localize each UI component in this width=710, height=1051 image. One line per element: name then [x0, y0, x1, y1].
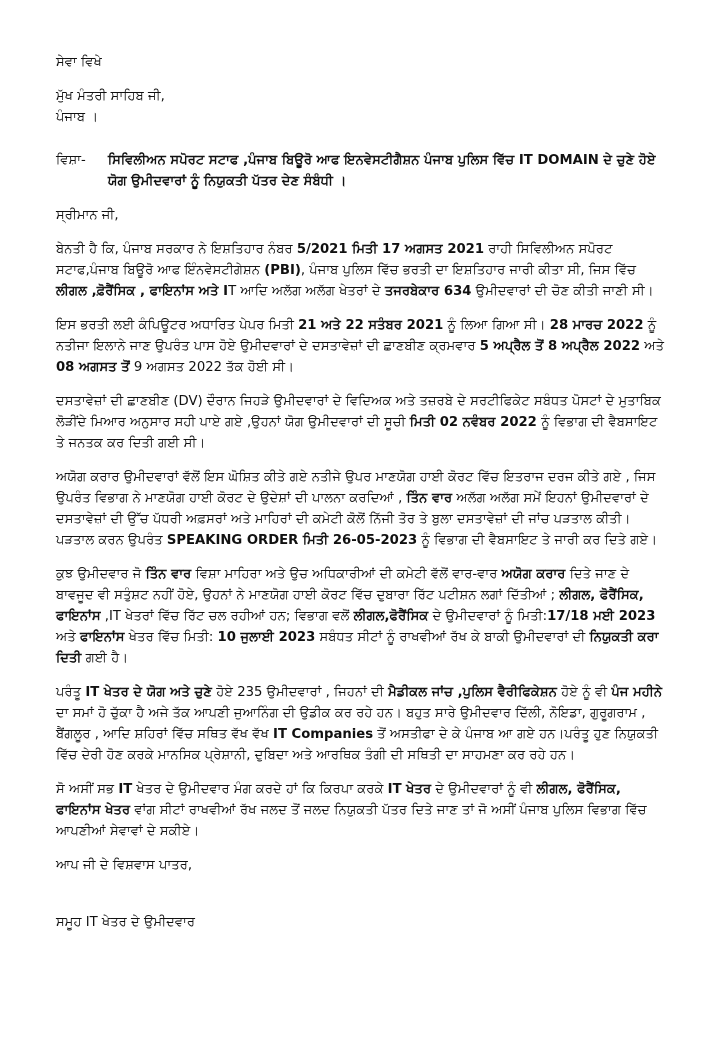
text-run: ਅਯੋਗ ਕਰਾਰ ਉਮੀਦਵਾਰਾਂ ਵੱਲੋਂ ਇਸ ਘੋਸ਼ਿਤ ਕੀਤੇ ਗਏ ਨਤੀਜੇ ਉਪਰ ਮਾਣਯੋਗ ਹਾਈ ਕੋਰਟ ਵਿੱਚ ਇਤਰਾਜ ਦਰਜ ਕੀਤੇ ਗਏ , ਜਿਸ ਉਪਰੰਤ ਵਿਭਾਗ ਨੇ ਮਾਣਯੋਗ ਹਾਈ ਕੋਰਟ ਦੇ ਉਦੇਸ਼ਾਂ ਦੀ ਪਾਲਨਾ ਕਰਦਿਆਂ , [56, 470, 656, 506]
text-run: ਵਾਂਗ ਸੀਟਾਂ ਰਾਖਵੀਆਂ ਰੱਖ ਜਲਦ ਤੋਂ ਜਲਦ ਨਿਯੁਕਤੀ ਪੱਤਰ ਦਿਤੇ ਜਾਣ ਤਾਂ ਜੋ ਅਸੀਂ ਪੰਜਾਬ ਪੁਲਿਸ ਵਿਭਾਗ ਵਿੱਚ ਆਪਣੀਆਂ ਸੇਵਾਵਾਂ ਦੇ ਸਕੀਏ। [56, 803, 647, 839]
bold-text-run: SPEAKING ORDER ਮਿਤੀ 26-05-2023 [166, 533, 418, 548]
text-run: ਗਈ ਹੈ। [81, 651, 129, 666]
text-run: ਖੇਤਰ ਵਿੱਚ ਮਿਤੀ: [124, 630, 218, 645]
bold-text-run: IT ਖੇਤਰ [387, 782, 432, 797]
text-run: ਅਲੱਗ ਅਲੱਗ ਸਮੇਂ ਇਹਨਾਂ ਉਮੀਦਵਾਰਾਂ ਦੇ ਦਸਤਾਵੇਜ਼ਾਂ ਦੀ ਉੱਚ ਪੱਧਰੀ ਅਫ਼ਸਰਾਂ ਅਤੇ ਮਾਹਿਰਾਂ ਦੀ ਕਮੇਟੀ ਕੋਲੋਂ ਨਿੱਜੀ ਤੋਰ ਤੇ ਬੁਲਾ ਦਸਤਾਵੇਜ਼ਾਂ ਦੀ ਜਾਂਚ ਪੜਤਾਲ ਕੀਤੀ। ਪੜਤਾਲ ਕਰਨ ਉਪਰੰਤ [56, 491, 649, 548]
body-paragraph [56, 467, 670, 551]
closing-line: ਆਪ ਜੀ ਦੇ ਵਿਸ਼ਵਾਸ ਪਾਤਰ, [56, 858, 193, 873]
text-run: , ਪੰਜਾਬ ਪੁਲਿਸ ਵਿੱਚ ਭਰਤੀ ਦਾ ਇਸ਼ਤਿਹਾਰ ਜਾਰੀ ਕੀਤਾ ਸੀ, ਜਿਸ ਵਿੱਚ [300, 263, 636, 278]
bold-text-run: 5 ਅਪ੍ਰੈਲ ਤੋਂ 8 ਅਪ੍ਰੈਲ 2022 [479, 339, 641, 354]
bold-text-run: ਅਯੋਗ ਕਰਾਰ [501, 567, 566, 582]
text-run: ਹੋਏ ਨੂੰ ਵੀ [556, 685, 612, 700]
bold-text-run: ਨਿਯੁਕਤੀ ਕਰਾ ਦਿਤੀ [56, 630, 659, 666]
body-paragraph [56, 239, 670, 302]
bold-text-run: ਤਜਰਬੇਕਾਰ 634 [384, 284, 472, 299]
bold-text-run: 17/18 ਮਈ 2023 [547, 609, 656, 624]
text-run: 9 ਅਗਸਤ 2022 ਤੱਕ ਹੋਈ ਸੀ। [129, 360, 294, 375]
text-run: ਕੁਝ ਉਮੀਦਵਾਰ ਜੋ [56, 567, 146, 582]
text-run: ਨੂੰ ਲਿਆ ਗਿਆ ਸੀ। [443, 318, 550, 333]
text-run: ਦੇ ਉਮੀਦਵਾਰਾਂ ਨੂੰ ਵੀ [431, 782, 537, 797]
text-run: ਤੋਂ ਅਸਤੀਫਾ ਦੇ ਕੇ ਪੰਜਾਬ ਆ ਗਏ ਹਨ।ਪਰੰਤੂ ਹੁਣ ਨਿਯੁਕਤੀ ਵਿੱਚ ਦੇਰੀ ਹੋਣ ਕਰਕੇ ਮਾਨਸਿਕ ਪ੍ਰੇਸ਼ਾਨੀ, ਦੁਬਿਦਾ ਅਤੇ ਆਰਥਿਕ ਤੰਗੀ ਦੀ ਸਥਿਤੀ ਦਾ ਸਾਹਮਣਾ ਕਰ ਰਹੇ ਹਨ। [56, 727, 659, 763]
body-paragraph [56, 779, 670, 842]
bold-text-run: IT ਖੇਤਰ ਦੇ ਯੋਗ ਅਤੇ ਚੁਣੇ [85, 685, 213, 700]
text-run: ਨੂੰ ਨਤੀਜਾ ਇਲਾਨੇ ਜਾਣ ਉਪਰੰਤ ਪਾਸ ਹੋਏ ਉਮੀਦਵਾਰਾਂ ਦੇ ਦਸਤਾਵੇਜ਼ਾਂ ਦੀ ਛਾਣਬੀਣ ਕ੍ਰਮਵਾਰ [56, 318, 657, 354]
subject-line [56, 150, 670, 192]
text-run: ਖੇਤਰ ਦੇ ਉਮੀਦਵਾਰ ਮੰਗ ਕਰਦੇ ਹਾਂ ਕਿ ਕਿਰਪਾ ਕਰਕੇ [132, 782, 388, 797]
text-run: ਨੂੰ ਵਿਭਾਗ ਦੀ ਵੈਬਸਾਇਟ ਤੇ ਜਾਰੀ ਕਰ ਦਿਤੇ ਗਏ। [417, 533, 658, 548]
bold-text-run: 5/2021 ਮਿਤੀ 17 ਅਗਸਤ 2021 [296, 242, 485, 257]
bold-text-run: IT Companies [273, 727, 374, 742]
text-run: ਸਬੰਧਤ ਸੀਟਾਂ ਨੂੰ ਰਾਖਵੀਆਂ ਰੱਖ ਕੇ ਬਾਕੀ ਉਮੀਦਵਾਰਾਂ ਦੀ [315, 630, 590, 645]
text-run: ਦੇ ਉਮੀਦਵਾਰਾਂ ਨੂੰ ਮਿਤੀ: [428, 609, 548, 624]
body-paragraph [56, 391, 670, 454]
text-run: ਬੇਨਤੀ ਹੈ ਕਿ, ਪੰਜਾਬ ਸਰਕਾਰ ਨੇ ਇਸ਼ਤਿਹਾਰ ਨੰਬਰ [56, 242, 297, 257]
text-run: ਦਿਤੇ ਜਾਣ ਦੇ ਬਾਵਜੂਦ ਵੀ ਸਤੁੰਸ਼ਟ ਨਹੀਂ ਹੋਏ, ਉਹਨਾਂ ਨੇ ਮਾਣਯੋਗ ਹਾਈ ਕੋਰਟ ਵਿੱਚ ਦੁਬਾਰਾ ਰਿੱਟ ਪਟੀਸ਼ਨ ਲਗਾਂ ਦਿੱਤੀਆਂ ; [56, 567, 630, 603]
bold-text-run: ਲੀਗਲ, ਫੋਰੈਂਸਿਕ, ਫਾਇਨਾਂਸ [56, 588, 644, 624]
text-run: ਅਤੇ [56, 630, 80, 645]
text-run: ਰਾਹੀ ਸਿਵਿਲੀਅਨ ਸਪੋਰਟ ਸਟਾਫ,ਪੰਜਾਬ ਬਿਊਰੋ ਆਫ ਇੰਨਵੇਸਟੀਗੇਸ਼ਨ [56, 242, 613, 278]
address-line-3: ਪੰਜਾਬ । [56, 110, 99, 125]
letter-body [56, 239, 670, 855]
subject-label: ਵਿਸ਼ਾ- [56, 153, 86, 168]
body-paragraph [56, 315, 670, 378]
bold-text-run: (PBI) [264, 263, 301, 278]
bold-text-run: ਤਿੰਨ ਵਾਰ [406, 491, 453, 506]
bold-text-run: ਲੀਗਲ, ਫੋਰੈਂਸਿਕ, ਫਾਇਨਾਂਸ ਖੇਤਰ [56, 782, 621, 818]
text-run: ਅਤੇ [640, 339, 665, 354]
bold-text-run: ਫਾਇਨਾਂਸ [79, 630, 125, 645]
text-run: ,IT ਖੇਤਰਾਂ ਵਿੱਚ ਰਿੱਟ ਚਲ ਰਹੀਆਂ ਹਨ; ਵਿਭਾਗ ਵਲੋਂ [100, 609, 354, 624]
text-run: ਦਸਤਾਵੇਜ਼ਾਂ ਦੀ ਛਾਣਬੀਣ (DV) ਦੌਰਾਨ ਜਿਹੜੇ ਉਮੀਦਵਾਰਾਂ ਦੇ ਵਿਦਿਅਕ ਅਤੇ ਤਜ਼ਰਬੇ ਦੇ ਸਰਟੀਫਿਕੇਟ ਸਬੰਧਤ ਪੋਸਟਾਂ ਦੇ ਮੁਤਾਬਿਕ ਲੋੜੀਂਦੇ ਮਿਆਰ ਅਨੁਸਾਰ ਸਹੀ ਪਾਏ ਗਏ ,ਉਹਨਾਂ ਯੋਗ ਉਮੀਦਵਾਰਾਂ ਦੀ ਸੂਚੀ [56, 394, 661, 430]
address-line-2: ਮੁੱਖ ਮੰਤਰੀ ਸਾਹਿਬ ਜੀ, [56, 89, 165, 104]
bold-text-run: ਮੈਡੀਕਲ ਜਾਂਚ ,ਪੁਲਿਸ ਵੈਰੀਫਿਕੇਸ਼ਨ [388, 685, 557, 700]
text-run: ਇਸ ਭਰਤੀ ਲਈ ਕੰਪਿਊਟਰ ਅਧਾਰਿਤ ਪੇਪਰ ਮਿਤੀ [56, 318, 299, 333]
text-run: ਉਮੀਦਵਾਰਾਂ ਦੀ ਚੋਣ ਕੀਤੀ ਜਾਣੀ ਸੀ। [471, 284, 654, 299]
bold-text-run: 10 ਜੁਲਾਈ 2023 [217, 630, 316, 645]
bold-text-run: ਮਿਤੀ 02 ਨਵੰਬਰ 2022 [409, 415, 537, 430]
text-run: ਨੂੰ ਵਿਭਾਗ ਦੀ ਵੈਬਸਾਇਟ ਤੇ ਜਨਤਕ ਕਰ ਦਿਤੀ ਗਈ ਸੀ। [56, 415, 658, 451]
bold-text-run: ਲੀਗਲ ,ਫ਼ੋਰੈਂਸਿਕ , ਫਾਇਨਾਂਸ ਅਤੇ I [56, 284, 229, 299]
bold-text-run: ਤਿੰਨ ਵਾਰ [145, 567, 192, 582]
subject-text: ਸਿਵਿਲੀਅਨ ਸਪੋਰਟ ਸਟਾਫ ,ਪੰਜਾਬ ਬਿਊਰੋ ਆਫ ਇਨਵੇਸਟੀਗੈਸ਼ਨ ਪੰਜਾਬ ਪੁਲਿਸ ਵਿੱਚ IT DOMAIN ਦੇ ਚੁਣੇ ਹੋਏ ਯੋਗ ਉਮੀਦਵਾਰਾਂ ਨੂੰ ਨਿਯੁਕਤੀ ਪੱਤਰ ਦੇਣ ਸੰਬੰਧੀ । [107, 153, 656, 189]
text-run: ਹੋਏ 235 ਉਮੀਦਵਾਰਾਂ , ਜਿਹਨਾਂ ਦੀ [212, 685, 389, 700]
text-run: T ਆਦਿ ਅਲੱਗ ਅਲੱਗ ਖੇਤਰਾਂ ਦੇ [228, 284, 385, 299]
address-line-1: ਸੇਵਾ ਵਿਖੇ [56, 55, 102, 70]
text-run: ਵਿਸ਼ਾ ਮਾਹਿਰਾ ਅਤੇ ਉਚ ਅਧਿਕਾਰੀਆਂ ਦੀ ਕਮੇਟੀ ਵੱਲੋਂ ਵਾਰ-ਵਾਰ [191, 567, 502, 582]
bold-text-run: ਪੰਜ ਮਹੀਨੇ [611, 685, 663, 700]
salutation: ਸ੍ਰੀਮਾਨ ਜੀ, [56, 208, 119, 223]
text-run: ਸੋ ਅਸੀਂ ਸਭ [56, 782, 119, 797]
body-paragraph [56, 564, 670, 669]
text-run: ਦਾ ਸਮਾਂ ਹੋ ਚੁੱਕਾ ਹੈ ਅਜੇ ਤੱਕ ਆਪਣੀ ਜੁਆਨਿੰਗ ਦੀ ਉਡੀਕ ਕਰ ਰਹੇ ਹਨ। ਬਹੁਤ ਸਾਰੇ ਉਮੀਦਵਾਰ ਦਿੱਲੀ, ਨੋਇਡਾ, ਗੁਰੂਗਰਾਮ , ਬੈਂਗਲੂਰ , ਆਦਿ ਸ਼ਹਿਰਾਂ ਵਿੱਚ ਸਥਿਤ ਵੱਖ ਵੱਖ [56, 706, 646, 742]
bold-text-run: 28 ਮਾਰਚ 2022 [549, 318, 644, 333]
bold-text-run: ਲੀਗਲ,ਫੋਰੈਂਸਿਕ [353, 609, 429, 624]
bold-text-run: 08 ਅਗਸਤ ਤੋਂ [56, 360, 130, 375]
text-run: ਪਰੰਤੂ [56, 685, 86, 700]
signature-line: ਸਮੂਹ IT ਖੇਤਰ ਦੇ ਉਮੀਦਵਾਰ [56, 915, 196, 930]
bold-text-run: 21 ਅਤੇ 22 ਸਤੰਬਰ 2021 [298, 318, 444, 333]
bold-text-run: IT [118, 782, 133, 797]
body-paragraph [56, 682, 670, 766]
